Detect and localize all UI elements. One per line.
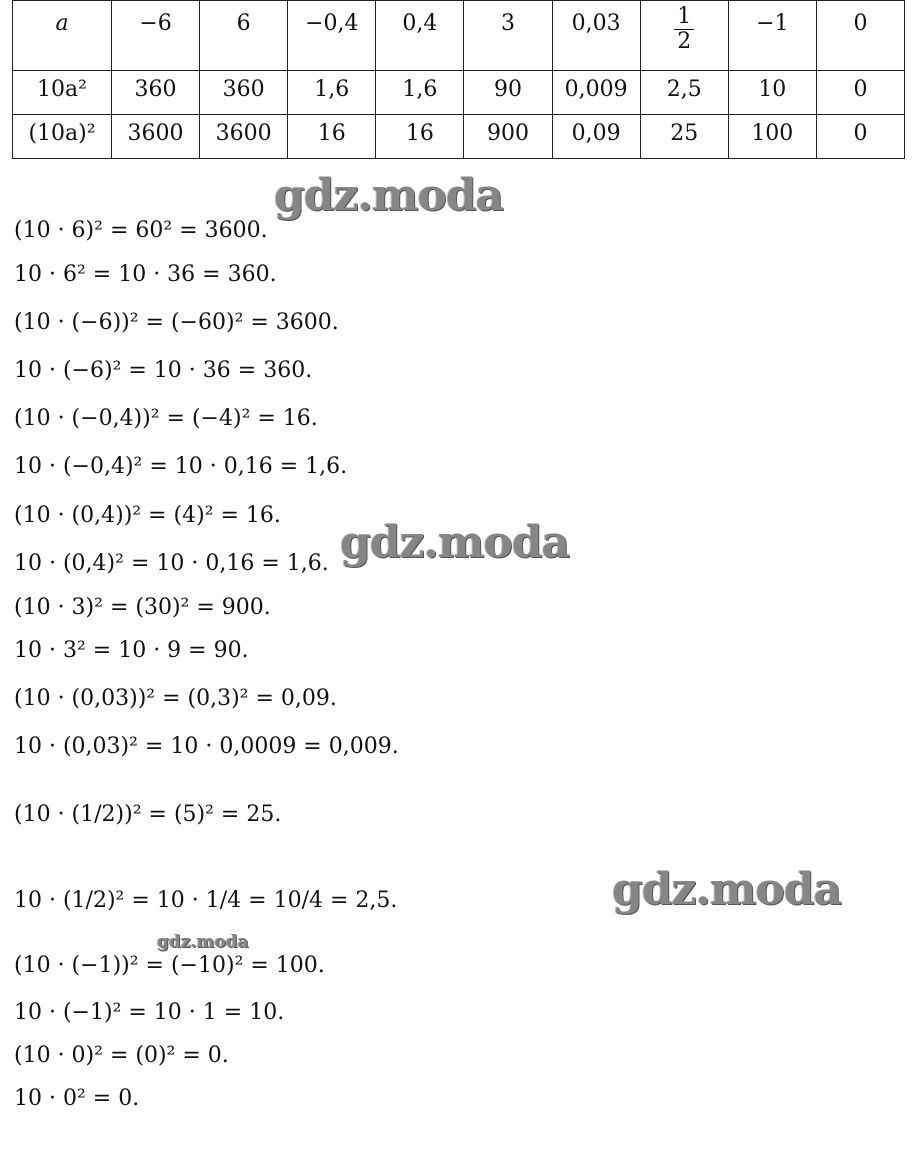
- table-cell: −6: [112, 1, 200, 71]
- table-cell: 100: [728, 115, 816, 159]
- table-cell: 0,4: [376, 1, 464, 71]
- table-cell: 3600: [200, 115, 288, 159]
- equation-line: 10 · 3² = 10 · 9 = 90.: [14, 638, 249, 663]
- table-row: [13, 115, 905, 159]
- table-cell: 1,6: [376, 71, 464, 115]
- fraction: $\frac{1}{2}$: [674, 5, 694, 54]
- equation-line: 10 · (0,03)² = 10 · 0,0009 = 0,009.: [14, 734, 399, 759]
- table-cell: 0: [816, 71, 904, 115]
- table-cell: 6: [200, 1, 288, 71]
- table-cell: 360: [112, 71, 200, 115]
- equation-line: (10 · (−1))² = (−10)² = 100.: [14, 953, 325, 978]
- equation-line: 10 · (0,4)² = 10 · 0,16 = 1,6.: [14, 551, 329, 576]
- table-cell: a: [13, 1, 112, 71]
- watermark: gdz.moda: [612, 864, 842, 915]
- table-row: [13, 1, 905, 71]
- table-cell: 0,09: [552, 115, 640, 159]
- table-cell: 90: [464, 71, 552, 115]
- equation-line: (10 · 6)² = 60² = 3600.: [14, 218, 268, 243]
- table-cell: 10: [728, 71, 816, 115]
- table-cell: 25: [640, 115, 728, 159]
- table-cell: 3: [464, 1, 552, 71]
- equation-line: 10 · 6² = 10 · 36 = 360.: [14, 262, 277, 287]
- table-cell: −1: [728, 1, 816, 71]
- equation-line: 10 · (−1)² = 10 · 1 = 10.: [14, 1000, 285, 1025]
- equation-line: 10 · 0² = 0.: [14, 1086, 140, 1111]
- watermark: gdz.moda: [340, 517, 570, 568]
- table-cell: 10a²: [13, 71, 112, 115]
- table-cell-fraction: [640, 1, 728, 71]
- table-cell: 16: [376, 115, 464, 159]
- equation-line: (10 · (0,03))² = (0,3)² = 0,09.: [14, 686, 337, 711]
- table-cell: 1,6: [288, 71, 376, 115]
- watermark: gdz.moda: [274, 170, 504, 221]
- table-cell: 0: [816, 115, 904, 159]
- equation-line: (10 · 3)² = (30)² = 900.: [14, 595, 271, 620]
- equation-line: (10 · 0)² = (0)² = 0.: [14, 1043, 229, 1068]
- equation-line: 10 · (1/2)² = 10 · 1/4 = 10/4 = 2,5.: [14, 888, 398, 913]
- table-cell: −0,4: [288, 1, 376, 71]
- table-cell: 900: [464, 115, 552, 159]
- values-table: [12, 0, 905, 159]
- table-cell: 0,009: [552, 71, 640, 115]
- table-cell: 16: [288, 115, 376, 159]
- watermark: gdz.moda: [157, 932, 249, 952]
- table-cell: 0: [816, 1, 904, 71]
- equation-line: (10 · (1/2))² = (5)² = 25.: [14, 802, 282, 827]
- table-cell: (10a)²: [13, 115, 112, 159]
- table-cell: 360: [200, 71, 288, 115]
- table-cell: 2,5: [640, 71, 728, 115]
- equation-line: (10 · (−6))² = (−60)² = 3600.: [14, 310, 339, 335]
- equation-line: 10 · (−0,4)² = 10 · 0,16 = 1,6.: [14, 454, 348, 479]
- equation-line: (10 · (0,4))² = (4)² = 16.: [14, 503, 281, 528]
- table-row: [13, 71, 905, 115]
- equation-line: (10 · (−0,4))² = (−4)² = 16.: [14, 406, 318, 431]
- table-cell: 3600: [112, 115, 200, 159]
- equation-line: 10 · (−6)² = 10 · 36 = 360.: [14, 358, 313, 383]
- table-cell: 0,03: [552, 1, 640, 71]
